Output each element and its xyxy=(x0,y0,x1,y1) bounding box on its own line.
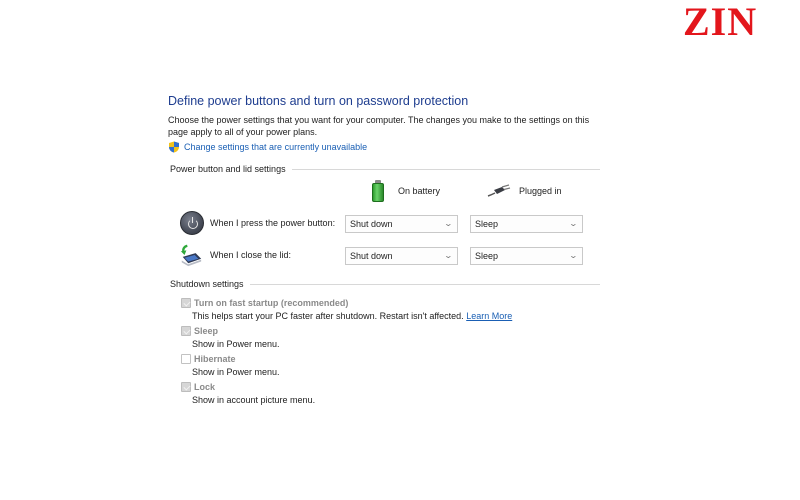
fast-startup-description xyxy=(192,311,512,321)
hibernate-label: Hibernate xyxy=(194,354,236,364)
lid-close-on-battery-value: Shut down xyxy=(350,251,393,261)
sleep-checkbox[interactable] xyxy=(181,326,191,336)
power-button-on-battery-value: Shut down xyxy=(350,219,393,229)
lock-label: Lock xyxy=(194,382,216,392)
power-section-title: Power button and lid settings xyxy=(170,164,286,174)
watermark-logo: ZIN xyxy=(683,0,758,44)
power-button-plugged-in-value: Sleep xyxy=(475,219,499,229)
sleep-checkbox-row[interactable] xyxy=(181,326,218,336)
chevron-down-icon: ⌄ xyxy=(443,251,454,260)
power-button-on-battery-select[interactable] xyxy=(345,215,458,233)
lock-checkbox-row[interactable] xyxy=(181,382,215,392)
laptop-lid-icon xyxy=(179,243,203,267)
change-settings-link-text[interactable]: Change settings that are currently unavailable xyxy=(184,142,368,152)
section-divider xyxy=(250,284,600,285)
column-plugged-in-label: Plugged in xyxy=(519,186,562,196)
chevron-down-icon: ⌄ xyxy=(568,219,579,228)
lock-checkbox[interactable] xyxy=(181,382,191,392)
power-button-label: When I press the power button: xyxy=(210,218,336,228)
plug-icon xyxy=(487,184,511,198)
sleep-label: Sleep xyxy=(194,326,219,336)
page-description: Choose the power settings that you want for your computer. The changes you make to the settings on this page apply to all of your power plans. xyxy=(168,115,590,137)
power-section-header xyxy=(170,164,600,174)
change-settings-link[interactable] xyxy=(168,141,367,153)
lock-description: Show in account picture menu. xyxy=(192,395,316,405)
lid-close-on-battery-select[interactable] xyxy=(345,247,458,265)
column-on-battery-label: On battery xyxy=(398,186,441,196)
hibernate-checkbox-row[interactable] xyxy=(181,354,236,364)
shutdown-section-title: Shutdown settings xyxy=(170,279,244,289)
power-button-plugged-in-select[interactable] xyxy=(470,215,583,233)
power-button-icon xyxy=(180,211,204,235)
chevron-down-icon: ⌄ xyxy=(443,219,454,228)
lid-close-plugged-in-select[interactable] xyxy=(470,247,583,265)
fast-startup-label: Turn on fast startup (recommended) xyxy=(194,298,349,308)
learn-more-link[interactable]: Learn More xyxy=(466,311,513,321)
hibernate-checkbox[interactable] xyxy=(181,354,191,364)
lid-close-label: When I close the lid: xyxy=(210,250,292,260)
hibernate-description: Show in Power menu. xyxy=(192,367,280,377)
fast-startup-checkbox[interactable] xyxy=(181,298,191,308)
uac-shield-icon xyxy=(168,141,180,153)
page-title: Define power buttons and turn on password protection xyxy=(168,94,469,108)
lid-close-plugged-in-value: Sleep xyxy=(475,251,499,261)
fast-startup-checkbox-row[interactable] xyxy=(181,298,348,308)
sleep-description: Show in Power menu. xyxy=(192,339,280,349)
column-on-battery xyxy=(372,180,440,202)
section-divider xyxy=(292,169,600,170)
battery-icon xyxy=(372,180,384,202)
column-plugged-in xyxy=(487,184,562,198)
fast-startup-description-text: This helps start your PC faster after shutdown. Restart isn't affected. xyxy=(192,311,464,321)
chevron-down-icon: ⌄ xyxy=(568,251,579,260)
shutdown-section-header xyxy=(170,279,600,289)
